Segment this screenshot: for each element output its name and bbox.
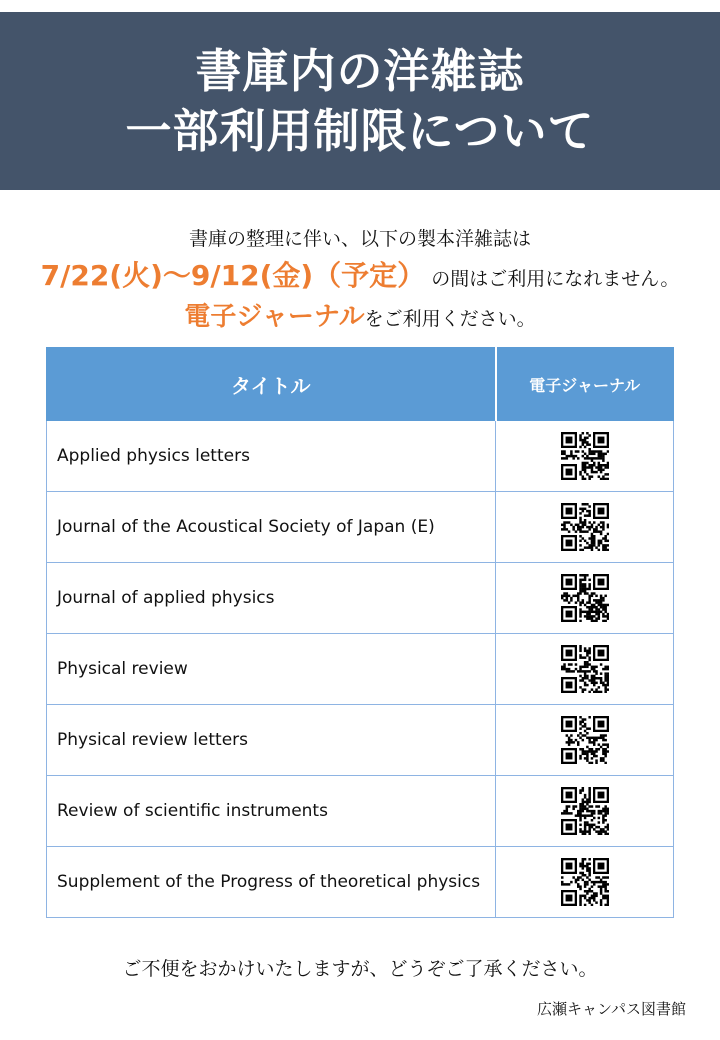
ejournal-cell [496, 634, 674, 705]
library-name: 広瀬キャンパス図書館 [537, 1000, 686, 1018]
qr-code-icon[interactable] [561, 645, 609, 693]
journal-title: Applied physics letters [47, 421, 496, 492]
ejournal-cell [496, 847, 674, 918]
column-header-title: タイトル [47, 348, 496, 421]
column-header-ejournal: 電子ジャーナル [496, 348, 674, 421]
page-title-line1: 書庫内の洋雑誌 [195, 44, 525, 98]
qr-code-icon[interactable] [561, 574, 609, 622]
title-banner [0, 12, 720, 190]
ejournal-cell [496, 421, 674, 492]
journal-title: Supplement of the Progress of theoretical physics [47, 847, 496, 918]
table-row [47, 563, 674, 634]
qr-code-icon[interactable] [561, 858, 609, 906]
notice-line2-suffix: の間はご利用になれません。 [431, 268, 680, 290]
table-row [47, 776, 674, 847]
table-row [47, 847, 674, 918]
table-row [47, 634, 674, 705]
journal-title: Review of scientific instruments [47, 776, 496, 847]
closure-dates: 7/22(火)～9/12(金)（予定） [40, 259, 426, 292]
ejournal-highlight: 電子ジャーナル [184, 302, 365, 332]
journal-title: Physical review letters [47, 705, 496, 776]
table-row [47, 705, 674, 776]
notice-line3 [0, 296, 720, 333]
journal-title: Physical review [47, 634, 496, 705]
apology-text: ご不便をおかけいたしますが、どうぞご了承ください。 [122, 958, 598, 980]
notice-line2 [0, 254, 720, 294]
ejournal-cell [496, 776, 674, 847]
notice-line1: 書庫の整理に伴い、以下の製本洋雑誌は [188, 228, 531, 250]
qr-code-icon[interactable] [561, 432, 609, 480]
ejournal-cell [496, 705, 674, 776]
table-row [47, 421, 674, 492]
notice-line3-suffix: をご利用ください。 [364, 308, 536, 330]
qr-code-icon[interactable] [561, 503, 609, 551]
journal-title: Journal of applied physics [47, 563, 496, 634]
table-header-row [47, 348, 674, 421]
qr-code-icon[interactable] [561, 787, 609, 835]
journal-title: Journal of the Acoustical Society of Japan (E) [47, 492, 496, 563]
page-title-line2: 一部利用制限について [125, 104, 595, 158]
ejournal-cell [496, 492, 674, 563]
qr-code-icon[interactable] [561, 716, 609, 764]
journal-table [46, 347, 674, 918]
table-row [47, 492, 674, 563]
ejournal-cell [496, 563, 674, 634]
